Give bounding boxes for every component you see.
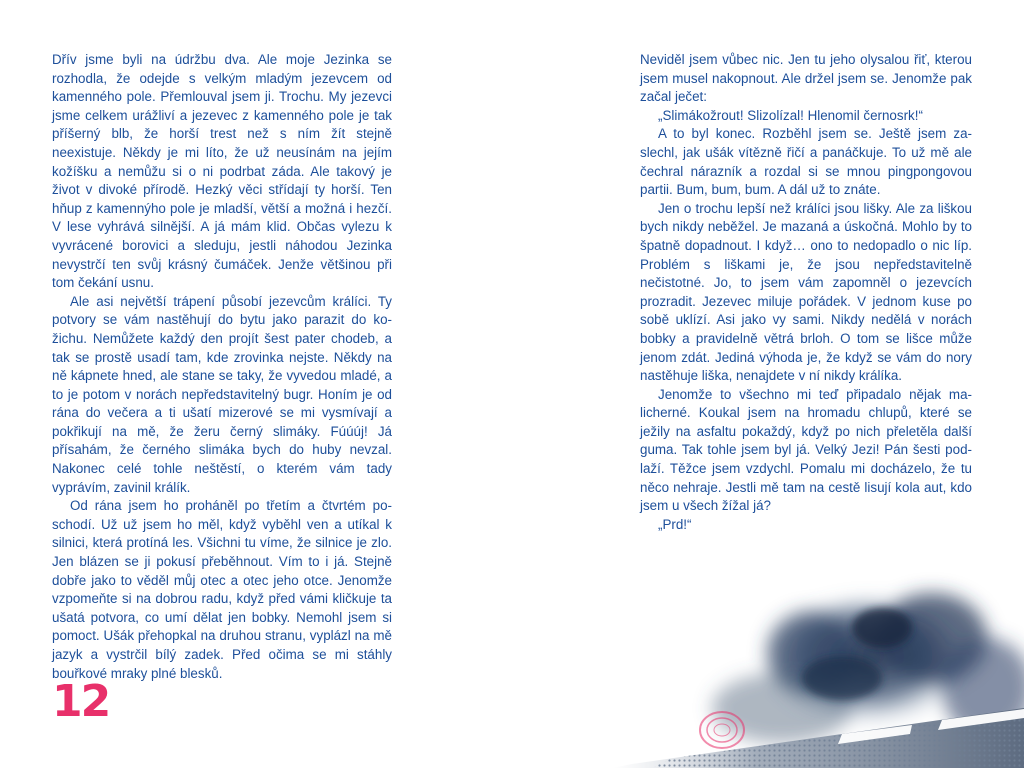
left-text-column <box>52 51 392 683</box>
paragraph: Jenomže to všechno mi teď připadalo nějak malicherné. Koukal jsem na hromadu chlupů, které se ježily na asfaltu pokaždý, když po nich přeletěla další guma. Tak tohle jsem byl já. Velký Jezi! Pán šesti podlaží. Těžce jsem vzdychl. Pomalu mi docházelo, že tu něco nehraje. Jestli mě tam na cestě lisují kola aut, kdo jsem u všech žížal já? <box>640 386 972 514</box>
wheel-motion-icon <box>700 712 744 748</box>
paragraph: „Prd!“ <box>658 516 692 532</box>
paragraph: Dřív jsme byli na údržbu dva. Ale moje Jezinka se rozhodla, že odejde s velkým mladým jezevcem od kamenného pole. Přemlouval jsem ji. Trochu. My jezevci jsme celkem urážliví a jezevec z kamenného pole je tak příšerný blb, že horší trest než s ním žít stejně neexistuje. Někdy je mi líto, že už neusínám na jejím kožíšku a nemůžu si o ni podrbat záda. Ale takový je život v divoké přírodě. Hezký věci střídají ty horší. Ten hňup z kamennýho pole je mladší, větší a možná i hezčí. V lese vyhrává silnější. A já mám klid. Občas vylezu k vyvrácené borovici a sleduju, jestli náhodou Jezinka nevystrčí ten svůj krásný čumáček. Jenže většinou při tom čekání usnu. <box>52 52 392 291</box>
paragraph: „Slimákožrout! Slizolízal! Hlenomil černosrk!“ <box>658 107 923 123</box>
paragraph: Neviděl jsem vůbec nic. Jen tu jeho olysalou řiť, kterou jsem musel nakopnout. Ale držel jsem se. Jenomže pak začal ječet: <box>640 52 972 105</box>
paragraph: Jen o trochu lepší než králíci jsou lišky. Ale za liškou bych nikdy neběžel. Je mazaná a úskočná. Mohlo by to špatně dopadnout. I když… ono to nedopadlo o nic líp. Problém s liškami je, že jsou nepředstavitelně nečistotné. Jo, to jsem vám zapomněl o jezevcích prozradit. Jezevec miluje pořádek. V jednom kuse po sobě uklízí. Asi jako vy sami. Nikdy nedělá v norách bobky a pravidelně větrá brloh. O tom se lišce může jenom zdát. Jediná výhoda je, že když se vám do nory nastěhuje liška, nenajdete v ní nikdy králíka. <box>640 200 972 384</box>
road-smoke-illustration <box>612 568 1024 768</box>
page-number: 12 <box>52 676 110 727</box>
paragraph: Ale asi největší trápení působí jezevcům králíci. Ty potvory se vám nastěhují do bytu jako parazit do kožichu. Nemůžete každý den projít šest pater chodeb, a tak se prostě usadí tam, kde zrovinka nejste. Někdy na ně kápnete hned, ale stane se taky, že vyvedou mladé, a to je potom v norách nepředstavitelný bugr. Honím je od rána do večera a ti ušatí mizerové se mi vysmívají a pokřikují na mě, že žeru černý slimáky. Fúúúj! Já přísahám, že černého slimáka bych do huby nevzal. Nakonec celé tohle neštěstí, o kterém vám tady vyprávím, zavinil králík. <box>52 293 392 495</box>
paragraph: Od rána jsem ho proháněl po třetím a čtvrtém poschodí. Už už jsem ho měl, když vyběhl ven a utíkal k silnici, která protíná les. Všichni tu víme, že silnice je zlo. Jen blázen se ji pokusí přeběhnout. Vím to i já. Stejně dobře jako to věděl můj otec a otec jeho otce. Jenomže vzpomeňte si na dobrou radu, když před vámi kličkuje ta ušatá potvora, co umí dělat jen bobky. Nemohl jsem si pomoct. Ušák přehopkal na druhou stranu, vyplázl na mě jazyk a vystrčil bílý zadek. Před očima se mi stáhly bouřkové mraky plné blesků. <box>52 498 392 681</box>
right-text-column <box>640 51 972 534</box>
paragraph: A to byl konec. Rozběhl jsem se. Ještě jsem zaslechl, jak ušák vítězně řičí a panáčkuje. To už mě ale čechral nárazník a rozdal si se mnou pingpongovou partii. Bum, bum, bum. A dál už to znáte. <box>640 126 972 198</box>
